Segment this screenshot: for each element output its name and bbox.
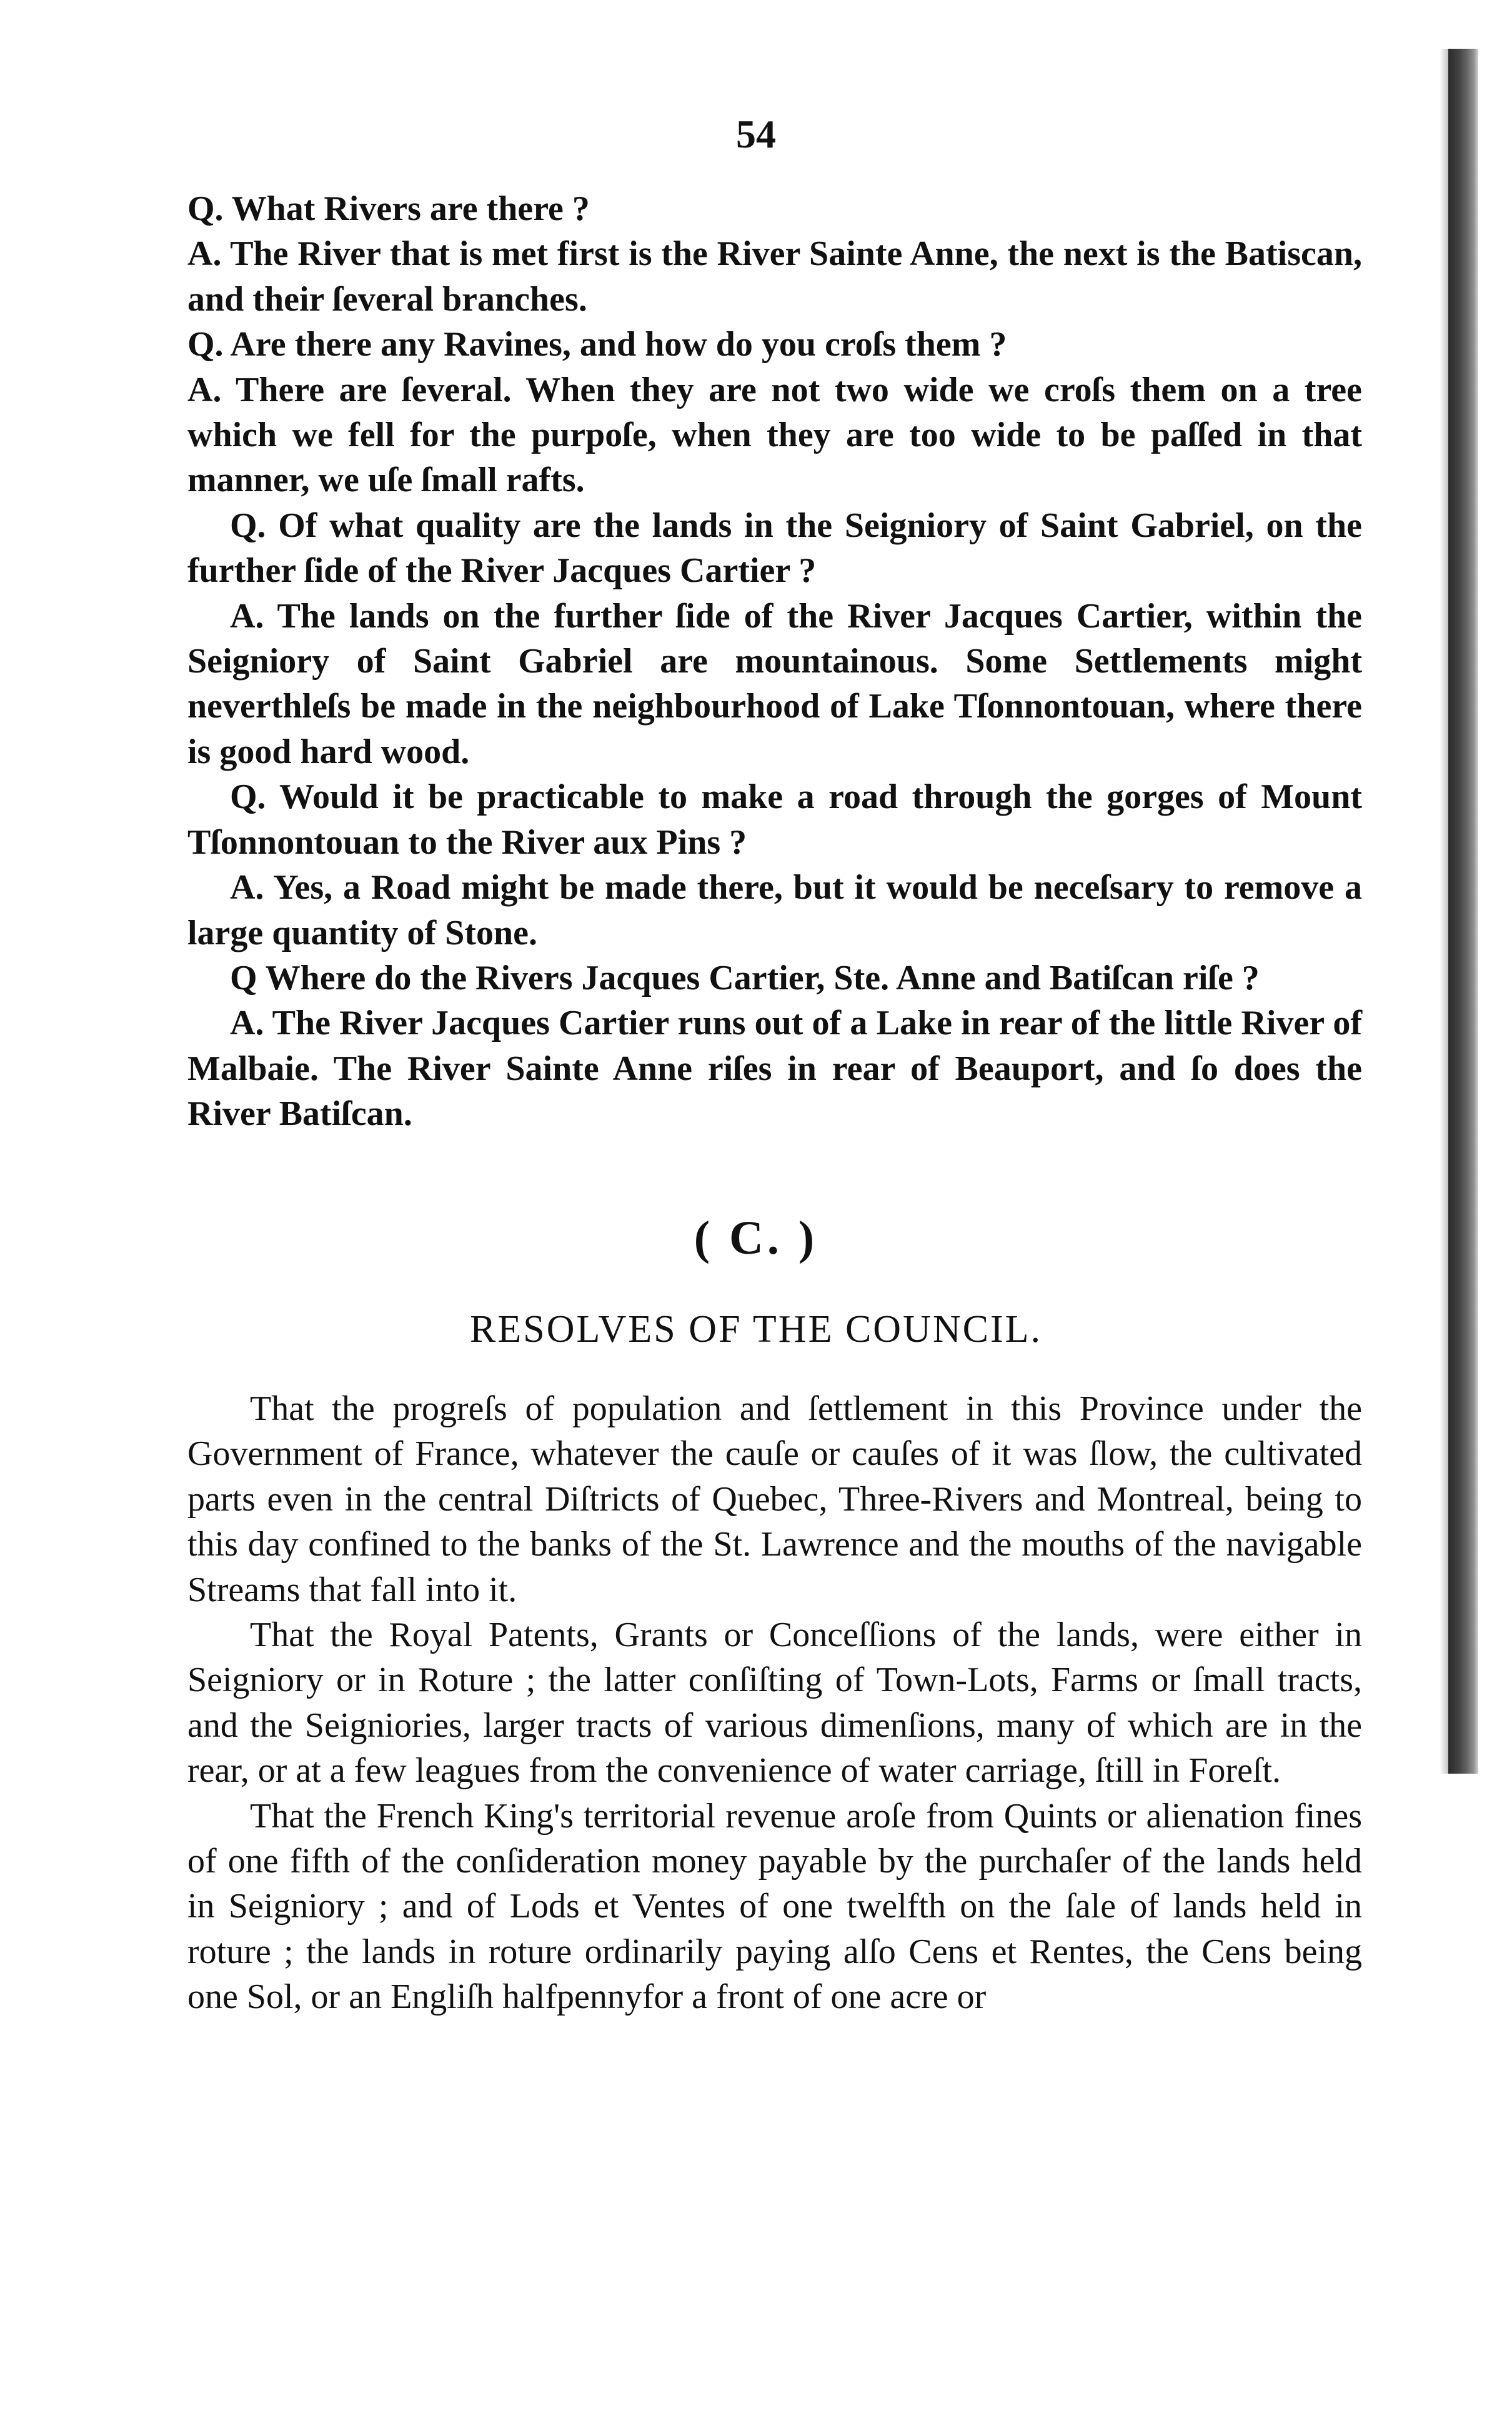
qa-entry-7: [187, 774, 1362, 865]
resolve-paragraph-3: That the French King's territorial revenue aroſe from Quints or alienation fines of one fifth of the conſideration money payable by the purchaſer of the lands held in Seigniory ; and of Lods et Ventes of one twelfth on the ſale of lands held in roture ; the lands in roture ordinarily paying alſo Cens et Rentes, the Cens being one Sol, or an Engliſh halfpennyfor a front of one acre or: [187, 1796, 1362, 2017]
resolve-paragraph-1: That the progreſs of population and ſettlement in this Province under the Government of France, whatever the cauſe or cauſes of it was ſlow, the cultivated parts even in the central Diſtricts of Quebec, Three-Rivers and Montreal, being to this day confined to the banks of the St. Lawrence and the mouths of the navigable Streams that fall into it.: [187, 1389, 1362, 1609]
qa-entry-5: [187, 503, 1362, 594]
qa-entry-4: [187, 367, 1362, 503]
qa-entry-8: [187, 865, 1362, 956]
qa-label: A.: [230, 868, 264, 907]
qa-text: The River that is met first is the River Sainte Anne, the next is the Batiscan, and their ſeveral branches.: [187, 234, 1362, 319]
qa-label: A.: [230, 596, 264, 636]
qa-label: Q.: [230, 506, 266, 545]
page-number: 54: [736, 112, 776, 156]
section-title: RESOLVES OF THE COUNCIL.: [470, 1308, 1042, 1351]
qa-label: Q.: [187, 189, 224, 228]
appendix-letter: ( C. ): [694, 1212, 818, 1264]
qa-text: There are ſeveral. When they are not two wide we croſs them on a tree which we fell for the purpoſe, when they are too wide to be paſſed in that manner, we uſe ſmall rafts.: [187, 370, 1362, 500]
qa-entry-10: [187, 1001, 1362, 1136]
qa-text: The lands on the further ſide of the River Jacques Cartier, within the Seigniory of Saint Gabriel are mountainous. Some Settlements might neverthleſs be made in the neighbourhood of Lake Tſonnontouan, where there is good hard wood.: [187, 596, 1362, 771]
qa-text: Of what quality are the lands in the Seigniory of Saint Gabriel, on the further ſide of the River Jacques Cartier ?: [187, 506, 1363, 591]
qa-entry-3: [187, 322, 1362, 367]
qa-text: Where do the Rivers Jacques Cartier, Ste. Anne and Batiſcan riſe ?: [265, 958, 1260, 997]
resolve-paragraph-2: That the Royal Patents, Grants or Conceſſions of the lands, were either in Seigniory or in Roture ; the latter conſiſting of Town-Lots, Farms or ſmall tracts, and the Seigniories, larger tracts of various dimenſions, many of which are in the rear, or at a few leagues from the convenience of water carriage, ſtill in Foreſt.: [187, 1616, 1362, 1791]
qa-label: A.: [187, 370, 222, 409]
qa-text: Would it be practicable to make a road through the gorges of Mount Tſonnontouan to the River aux Pins ?: [187, 777, 1362, 862]
qa-entry-9: [187, 956, 1362, 1001]
qa-label: A.: [230, 1004, 264, 1043]
qa-section: [187, 186, 1362, 1137]
qa-text: The River Jacques Cartier runs out of a Lake in rear of the little River of Malbaie. The River Sainte Anne riſes in rear of Beauport, and ſo does the River Batiſcan.: [187, 1004, 1362, 1134]
qa-entry-6: [187, 594, 1362, 775]
page-edge-shadow: [1448, 49, 1478, 1774]
qa-label: A.: [187, 234, 222, 274]
qa-label: Q: [230, 958, 257, 997]
qa-label: Q.: [187, 325, 224, 364]
qa-label: Q.: [230, 777, 266, 817]
qa-text: What Rivers are there ?: [231, 189, 590, 228]
resolves-section: [187, 1386, 1362, 2020]
qa-text: Are there any Ravines, and how do you croſs them ?: [230, 325, 1007, 364]
qa-entry-2: [187, 231, 1362, 322]
qa-entry-1: [187, 186, 1362, 231]
qa-text: Yes, a Road might be made there, but it would be neceſsary to remove a large quantity of Stone.: [187, 868, 1363, 952]
